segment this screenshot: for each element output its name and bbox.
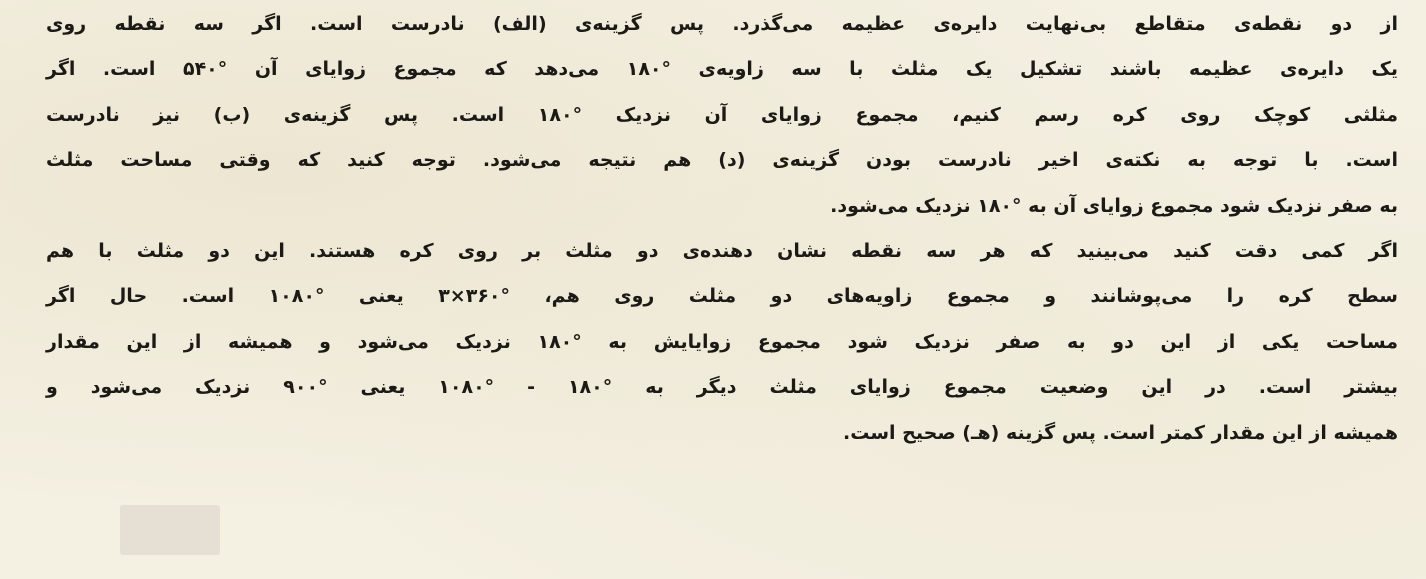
text-line: یک دایره‌ی عظیمه باشند تشکیل یک مثلث با سه زاویه‌ی °۱۸۰ می‌دهد که مجموع زوایای آن °۵۴۰ است. اگر (46, 58, 1399, 81)
text-line: بیشتر است. در این وضعیت مجموع زوایای مثلث دیگر به °۱۸۰ - °۱۰۸۰ یعنی °۹۰۰ نزدیک می‌شود و (46, 376, 1399, 399)
text-line: سطح کره را می‌پوشانند و مجموع زاویه‌های دو مثلث روی هم، °۳۶۰×۳ یعنی °۱۰۸۰ است. حال اگر (46, 285, 1398, 308)
text-line: است. با توجه به نکته‌ی اخیر نادرست بودن گزینه‌ی (د) هم نتیجه می‌شود. توجه کنید که وقتی مساحت مثلث (46, 149, 1398, 172)
scan-smudge (120, 505, 220, 555)
text-line: همیشه از این مقدار کمتر است. پس گزینه (هـ) صحیح است. (843, 421, 1398, 444)
text-line: اگر کمی دقت کنید می‌بینید که هر سه نقطه نشان دهنده‌ی دو مثلث بر روی کره هستند. این دو مثلث با هم (46, 239, 1398, 262)
text-line: به صفر نزدیک شود مجموع زوایای آن به °۱۸۰ نزدیک می‌شود. (830, 194, 1398, 217)
answer-text (46, 2, 1398, 456)
text-line: مساحت یکی از این دو به صفر نزدیک شود مجموع زوایایش به °۱۸۰ نزدیک می‌شود و همیشه از این مقدار (46, 330, 1398, 353)
text-line: مثلثی کوچک روی کره رسم کنیم، مجموع زوایای آن نزدیک °۱۸۰ است. پس گزینه‌ی (ب) نیز نادرست (46, 103, 1398, 126)
paragraph-2 (46, 229, 1398, 456)
text-line: از دو نقطه‌ی متقاطع بی‌نهایت دایره‌ی عظیمه می‌گذرد. پس گزینه‌ی (الف) نادرست است. اگر سه نقطه روی (46, 13, 1398, 35)
paragraph-1 (46, 2, 1398, 229)
